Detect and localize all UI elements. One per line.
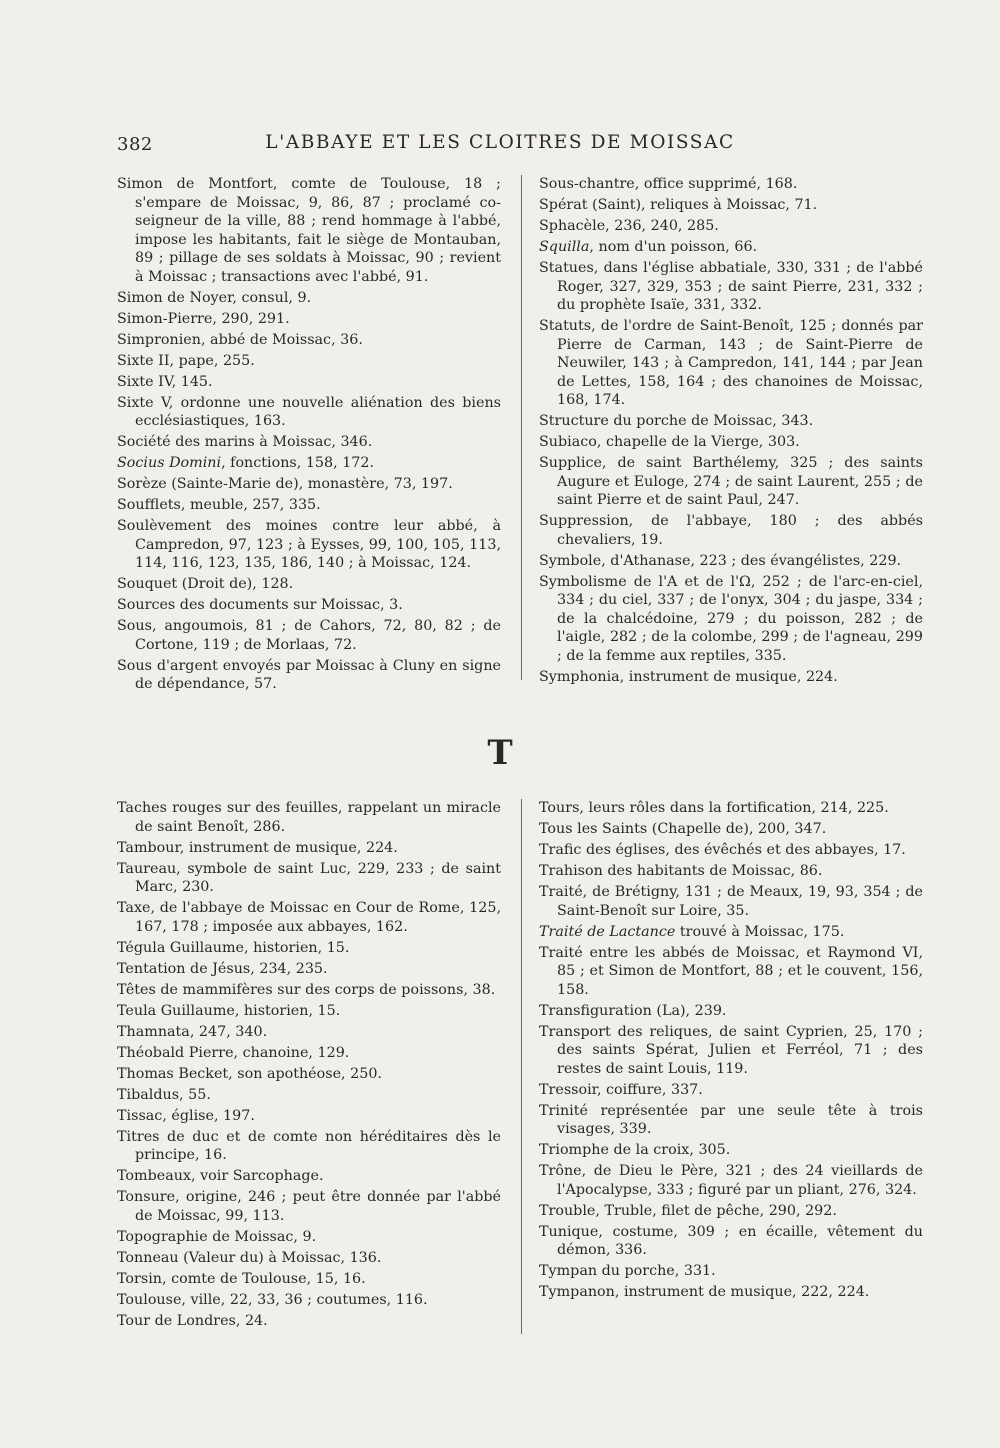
index-entry-text: Trône, de Dieu le Père, 321 ; des 24 vieillards de l'Apocalypse, 333 ; figuré par un pliant, 276, 324.: [539, 1163, 923, 1198]
index-entry: [117, 175, 501, 286]
index-entry: [117, 899, 501, 936]
index-entry-text: Sorèze (Sainte-Marie de), monastère, 73, 197.: [117, 476, 453, 492]
index-entry: [539, 820, 923, 839]
index-entry-text: Teula Guillaume, historien, 15.: [117, 1002, 341, 1019]
index-entry: [539, 238, 923, 257]
index-entry: [539, 1002, 923, 1021]
index-entry-text: Statues, dans l'église abbatiale, 330, 331 ; de l'abbé Roger, 327, 329, 353 ; de saint Pierre, 231, 332 ; du prophète Isaïe, 331, 332.: [539, 260, 923, 313]
index-entry-text: Simon de Noyer, consul, 9.: [117, 289, 312, 306]
index-entry: [539, 862, 923, 881]
index-entry: [539, 1202, 923, 1221]
index-entry: [539, 512, 923, 549]
index-entry: [117, 960, 501, 979]
index-entry-text: Taxe, de l'abbaye de Moissac en Cour de Rome, 125, 167, 178 ; imposée aux abbayes, 162.: [117, 900, 501, 935]
index-entry-text: Traité, de Brétigny, 131 ; de Meaux, 19, 93, 354 ; de Saint-Benoît sur Loire, 35.: [539, 884, 923, 919]
index-entry: [117, 839, 501, 858]
index-entry: [117, 981, 501, 1000]
index-entry-text: Thomas Becket, son apothéose, 250.: [117, 1065, 382, 1082]
index-entry-text: Sphacèle, 236, 240, 285.: [539, 218, 719, 234]
index-entry: [117, 657, 501, 694]
index-entry-text: Toulouse, ville, 22, 33, 36 ; coutumes, 116.: [117, 1291, 428, 1308]
index-entry-text: Symbole, d'Athanase, 223 ; des évangélistes, 229.: [539, 552, 902, 569]
index-entry-text: Têtes de mammifères sur des corps de poissons, 38.: [117, 981, 496, 998]
index-entry-text: Tentation de Jésus, 234, 235.: [117, 960, 328, 977]
index-entry-text: Trahison des habitants de Moissac, 86.: [539, 863, 823, 879]
index-entry: [539, 454, 923, 510]
index-entry: [539, 1102, 923, 1139]
index-entry: [539, 175, 923, 194]
index-entry: [539, 944, 923, 1000]
index-entry-text: trouvé à Moissac, 175.: [675, 923, 845, 940]
index-entry-text: Suppression, de l'abbaye, 180 ; des abbés chevaliers, 19.: [539, 513, 923, 548]
index-entry-text: Torsin, comte de Toulouse, 15, 16.: [117, 1270, 366, 1287]
index-entry-text: Simpronien, abbé de Moissac, 36.: [117, 331, 363, 348]
index-entry: [539, 259, 923, 315]
index-entry-text: Topographie de Moissac, 9.: [117, 1228, 317, 1245]
index-entry: [117, 1228, 501, 1247]
index-entry-italic: Socius Domini: [117, 455, 222, 471]
index-entry-italic: Traité de Lactance: [539, 923, 676, 940]
index-entry: [117, 596, 501, 615]
index-entry-text: Tambour, instrument de musique, 224.: [117, 839, 398, 856]
index-entry: [539, 1162, 923, 1199]
index-entry: [117, 1167, 501, 1186]
index-entry: [539, 883, 923, 920]
index-entry: [117, 289, 501, 308]
index-entry-text: Trafic des églises, des évêchés et des abbayes, 17.: [539, 842, 906, 858]
index-section-s: [117, 175, 923, 692]
index-entry-text: Sous-chantre, office supprimé, 168.: [539, 176, 798, 192]
index-entry-italic: Squilla: [539, 239, 590, 255]
index-entry: [539, 1283, 923, 1302]
index-entry-text: Titres de duc et de comte non héréditaires dès le principe, 16.: [117, 1128, 501, 1163]
index-entry-text: , fonctions, 158, 172.: [221, 455, 375, 471]
index-entry-text: Tunique, costume, 309 ; en écaille, vêtement du démon, 336.: [539, 1223, 923, 1258]
index-entry: [117, 1188, 501, 1225]
index-entry-text: , nom d'un poisson, 66.: [589, 239, 758, 255]
index-entry: [117, 1291, 501, 1310]
index-entry-text: Sixte II, pape, 255.: [117, 352, 255, 369]
index-entry-text: Tissac, église, 197.: [117, 1107, 255, 1124]
index-entry-text: Thamnata, 247, 340.: [117, 1023, 268, 1040]
index-entry: [539, 573, 923, 666]
column-right: [539, 175, 923, 689]
column-left: [117, 175, 501, 696]
index-entry-text: Tombeaux, voir Sarcophage.: [117, 1168, 324, 1184]
index-entry: [117, 310, 501, 329]
index-entry-text: Sixte IV, 145.: [117, 373, 213, 390]
index-entry: [117, 475, 501, 494]
index-entry-text: Société des marins à Moissac, 346.: [117, 434, 373, 450]
index-entry: [117, 1312, 501, 1331]
running-head: L'ABBAYE ET LES CLOITRES DE MOISSAC: [265, 132, 735, 153]
index-entry: [117, 1023, 501, 1042]
index-entry: [117, 433, 501, 452]
index-entry: [539, 196, 923, 215]
index-entry-text: Simon de Montfort, comte de Toulouse, 18 ; s'empare de Moissac, 9, 86, 87 ; proclamé co-seigneur de la ville, 88 ; rend hommage à l'abbé, impose les habitants, fait le siège de Montauban, 89 ; pillage de ses soldats à Moissac, 90 ; revient à Moissac ; transactions avec l'abbé, 91.: [117, 176, 501, 285]
index-entry-text: Spérat (Saint), reliques à Moissac, 71.: [539, 197, 818, 213]
index-entry-text: Taureau, symbole de saint Luc, 229, 233 ; de saint Marc, 230.: [117, 860, 501, 895]
index-entry: [117, 617, 501, 654]
index-entry-text: Tour de Londres, 24.: [117, 1312, 268, 1329]
index-entry: [117, 1107, 501, 1126]
index-entry: [117, 517, 501, 573]
index-entry-text: Tonneau (Valeur du) à Moissac, 136.: [117, 1249, 382, 1266]
index-entry: [539, 1023, 923, 1079]
index-entry-text: Symbolisme de l'A et de l'Ω, 252 ; de l'arc-en-ciel, 334 ; du ciel, 337 ; de l'onyx, 304 ; du jaspe, 334 ; de la chalcédoine, 279 ; du poisson, 282 ; de l'aigle, 282 ; de la colombe, 299 ; de l'agneau, 299 ; de la femme aux reptiles, 335.: [539, 573, 923, 664]
index-entry-text: Symphonia, instrument de musique, 224.: [539, 668, 838, 685]
index-entry: [539, 412, 923, 431]
index-entry: [539, 1223, 923, 1260]
index-entry-text: Trouble, Truble, filet de pêche, 290, 292.: [539, 1202, 837, 1219]
index-entry: [117, 1249, 501, 1268]
index-entry: [117, 373, 501, 392]
index-entry: [117, 939, 501, 958]
index-entry-text: Tressoir, coiffure, 337.: [539, 1081, 703, 1098]
index-entry: [539, 1081, 923, 1100]
index-entry-text: Soulèvement des moines contre leur abbé, à Campredon, 97, 123 ; à Eysses, 99, 100, 105, 113, 114, 116, 123, 135, 186, 140 ; à Moissac, 124.: [117, 518, 501, 571]
column-left: [117, 799, 501, 1333]
index-entry: [539, 1141, 923, 1160]
index-entry: [117, 331, 501, 350]
index-entry-text: Statuts, de l'ordre de Saint-Benoît, 125 ; donnés par Pierre de Carman, 143 ; de Saint-Pierre de Neuwiler, 143 ; à Campredon, 141, 144 ; par Jean de Lettes, 158, 164 ; des chanoines de Moissac, 168, 174.: [539, 318, 923, 408]
index-entry-text: Tonsure, origine, 246 ; peut être donnée par l'abbé de Moissac, 99, 113.: [117, 1189, 501, 1224]
index-entry-text: Sixte V, ordonne une nouvelle aliénation des biens ecclésiastiques, 163.: [117, 394, 501, 429]
index-entry: [117, 1086, 501, 1105]
index-entry: [539, 1262, 923, 1281]
index-entry: [539, 217, 923, 236]
index-entry: [117, 1270, 501, 1289]
letter-heading: T: [487, 733, 513, 773]
index-entry: [117, 394, 501, 431]
index-entry-text: Théobald Pierre, chanoine, 129.: [117, 1044, 350, 1061]
page-number: 382: [117, 134, 153, 155]
column-divider: [521, 799, 522, 1334]
index-entry: [539, 799, 923, 818]
index-entry-text: Sous d'argent envoyés par Moissac à Cluny en signe de dépendance, 57.: [117, 657, 501, 692]
index-entry: [117, 799, 501, 836]
column-divider: [521, 175, 522, 680]
index-entry-text: Tégula Guillaume, historien, 15.: [117, 939, 350, 956]
index-entry-text: Souquet (Droit de), 128.: [117, 576, 294, 592]
index-entry-text: Simon-Pierre, 290, 291.: [117, 310, 290, 327]
index-entry-text: Tous les Saints (Chapelle de), 200, 347.: [539, 821, 827, 837]
index-entry: [539, 317, 923, 410]
index-entry-text: Tympanon, instrument de musique, 222, 224.: [539, 1284, 870, 1300]
index-entry-text: Traité entre les abbés de Moissac, et Raymond VI, 85 ; et Simon de Montfort, 88 ; et le couvent, 156, 158.: [539, 944, 923, 998]
column-right: [539, 799, 923, 1304]
index-entry-text: Subiaco, chapelle de la Vierge, 303.: [539, 434, 800, 450]
index-entry: [117, 352, 501, 371]
index-entry: [117, 1065, 501, 1084]
index-entry: [117, 860, 501, 897]
index-entry-text: Tours, leurs rôles dans la fortification, 214, 225.: [539, 800, 889, 816]
index-entry-text: Sources des documents sur Moissac, 3.: [117, 597, 403, 613]
index-entry-text: Soufflets, meuble, 257, 335.: [117, 497, 321, 513]
index-entry: [117, 1044, 501, 1063]
index-entry: [539, 552, 923, 571]
index-entry: [539, 841, 923, 860]
index-entry-text: Taches rouges sur des feuilles, rappelant un miracle de saint Benoît, 286.: [117, 800, 501, 835]
index-entry: [117, 575, 501, 594]
index-entry-text: Tibaldus, 55.: [117, 1086, 211, 1103]
index-entry-text: Trinité représentée par une seule tête à trois visages, 339.: [539, 1102, 923, 1137]
index-entry-text: Supplice, de saint Barthélemy, 325 ; des saints Augure et Euloge, 274 ; de saint Laurent, 255 ; de saint Pierre et de saint Paul, 247.: [539, 455, 923, 508]
index-section-t: [117, 799, 923, 1339]
index-entry-text: Structure du porche de Moissac, 343.: [539, 413, 814, 429]
index-entry: [117, 496, 501, 515]
index-entry-text: Transfiguration (La), 239.: [539, 1002, 727, 1019]
index-entry: [539, 433, 923, 452]
index-entry: [117, 1002, 501, 1021]
index-entry: [539, 668, 923, 687]
index-entry: [539, 923, 923, 942]
index-entry-text: Tympan du porche, 331.: [539, 1263, 716, 1279]
index-entry-text: Transport des reliques, de saint Cyprien, 25, 170 ; des saints Spérat, Julien et Ferréol, 71 ; des restes de saint Louis, 119.: [539, 1023, 923, 1077]
index-entry: [117, 454, 501, 473]
index-entry-text: Sous, angoumois, 81 ; de Cahors, 72, 80, 82 ; de Cortone, 119 ; de Morlaas, 72.: [117, 618, 501, 653]
index-entry-text: Triomphe de la croix, 305.: [539, 1142, 731, 1158]
index-entry: [117, 1128, 501, 1165]
